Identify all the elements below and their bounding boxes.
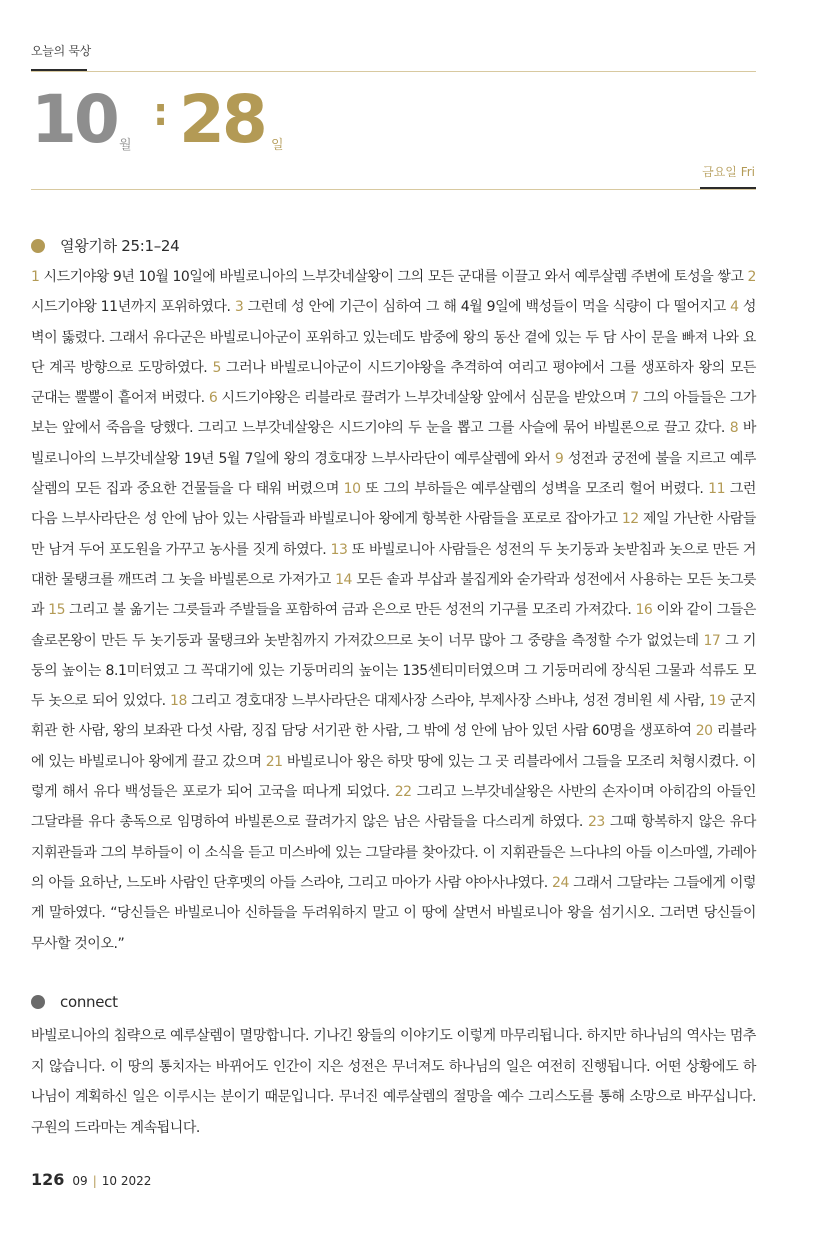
day-number: 28 — [179, 81, 265, 158]
verse-text: 그리고 불 옮기는 그릇들과 주발들을 포함하여 금과 은으로 만든 성전의 기구를 모조리 가져갔다. — [65, 602, 636, 619]
verse-number: 1 — [31, 269, 40, 285]
verse-number: 20 — [695, 723, 713, 740]
verse-number: 15 — [48, 602, 66, 619]
verse-number: 2 — [747, 269, 756, 285]
connect-title: connect — [60, 993, 118, 1011]
issue-month: 09 — [72, 1174, 88, 1188]
issue-year: 10 2022 — [101, 1174, 152, 1188]
connect-paragraph: 바빌로니아의 침략으로 예루살렘이 멸망합니다. 기나긴 왕들의 이야기도 이렇게 마무리됩니다. 하지만 하나님의 역사는 멈추지 않습니다. 이 땅의 통치자는 바뀌어도 인간이 지은 성전은 무너져도 하나님의 일은 여전히 진행됩니다. 어떤 상황에도 하나님이 계획하신 일은 이루시는 분이기 때문입니다. 무너진 예루살렘의 절망을 예수 그리스도를 통해 소망으로 바꾸십니다. 구원의 드라마는 계속됩니다. — [31, 1028, 756, 1136]
date-colon: : — [153, 90, 169, 134]
verse-text: 그리고 느부갓네살왕은 사반의 손자이며 아히감의 아들인 그달랴를 유다 총독으로 임명하여 바빌론으로 끌려가지 않은 남은 사람들을 다스리게 하였다. — [31, 784, 756, 831]
verse-text: 시드기야왕 9년 10월 10일에 바빌로니아의 느부갓네살왕이 그의 모든 군대를 이끌고 와서 예루살렘 주변에 토성을 쌓고 — [39, 269, 748, 285]
page-footer — [31, 1170, 151, 1189]
verse-number: 8 — [729, 420, 739, 437]
verse-text: 제일 가난한 사람들만 남겨 두어 포도원을 가꾸고 농사를 짓게 하였다. — [31, 511, 756, 558]
bullet-dot-icon — [31, 995, 45, 1009]
verse-number: 5 — [212, 359, 221, 376]
verse-text: 리블라에 있는 바빌로니아 왕에게 끌고 갔으며 — [31, 723, 756, 770]
verse-number: 6 — [208, 390, 218, 407]
weekday-label: 금요일 Fri — [702, 165, 755, 179]
month-number: 10 — [31, 81, 117, 158]
verse-number: 12 — [621, 511, 639, 528]
verse-text: 성전과 궁전에 불을 지르고 예루살렘의 모든 집과 중요한 건물들을 다 태워 버렸으며 — [31, 450, 756, 498]
verse-text: 바빌로니아 왕은 하맛 땅에 있는 그 곳 리블라에서 그들을 모조리 처형시켰다. 이렇게 해서 유다 백성들은 포로가 되어 고국을 떠나게 되었다. — [31, 753, 757, 801]
verse-text: 시드기야왕 11년까지 포위하였다. — [31, 299, 235, 316]
verse-number: 13 — [330, 541, 348, 558]
verse-text: 성벽이 뚫렸다. 그래서 유다군은 바빌로니아군이 포위하고 있는데도 밤중에 왕의 동산 곁에 있는 두 담 사이 문을 빠져 나와 요단 계곡 방향으로 도망하였다. — [31, 299, 756, 376]
verse-number: 4 — [730, 299, 739, 316]
day-unit: 일 — [271, 138, 284, 153]
verse-text: 그래서 그달랴는 그들에게 이렇게 말하였다. “당신들은 바빌로니아 신하들을 두려워하지 말고 이 땅에 살면서 바빌로니아 왕을 섬기시오. 그러면 당신들이 무사할 것이오.” — [31, 874, 756, 952]
month-unit: 월 — [119, 138, 132, 153]
bullet-dot-icon — [31, 239, 45, 253]
scripture-passage — [31, 262, 756, 959]
verse-number: 9 — [554, 450, 564, 467]
scripture-heading — [31, 235, 179, 256]
verse-text: 그의 아들들은 그가 보는 앞에서 죽음을 당했다. 그리고 느부갓네살왕은 시드기야의 두 눈을 뽑고 그를 사슬에 묶어 바빌론으로 끌고 갔다. — [31, 390, 757, 437]
issue-separator: | — [92, 1174, 97, 1188]
verse-text: 또 그의 부하들은 예루살렘의 성벽을 모조리 헐어 버렸다. — [360, 481, 709, 498]
page-number: 126 — [31, 1170, 65, 1189]
verse-text: 또 바빌로니아 사람들은 성전의 두 놋기둥과 놋받침과 놋으로 만든 거대한 물탱크를 깨뜨려 그 놋을 바빌론으로 가져가고 — [31, 541, 757, 588]
verse-number: 23 — [587, 814, 605, 831]
verse-number: 7 — [630, 390, 639, 407]
header-label: 오늘의 묵상 — [31, 44, 91, 58]
verse-number: 24 — [551, 874, 569, 891]
verse-number: 3 — [234, 299, 244, 316]
verse-number: 10 — [343, 481, 361, 498]
verse-number: 11 — [708, 481, 726, 498]
verse-text: 이와 같이 그들은 솔로몬왕이 만든 두 놋기둥과 물탱크와 놋받침까지 가져갔으므로 놋이 너무 많아 그 중량을 측정할 수가 없었는데 — [31, 602, 757, 649]
verse-text: 그 기둥의 높이는 8.1미터였고 그 꼭대기에 있는 기둥머리의 높이는 135센티미터였으며 그 기둥머리에 장식된 그물과 석류도 모두 놋으로 되어 있었다. — [31, 632, 756, 710]
verse-text: 그러나 바빌로니아군이 시드기야왕을 추격하여 여리고 평야에서 그를 생포하자 왕의 모든 군대는 뿔뿔이 흩어져 버렸다. — [31, 359, 756, 407]
verse-number: 16 — [635, 602, 653, 619]
verse-text: 군지휘관 한 사람, 왕의 보좌관 다섯 사람, 징집 담당 서기관 한 사람, 그 밖에 성 안에 남아 있던 사람 60명을 생포하여 — [31, 693, 757, 740]
verse-text: 그런 다음 느부사라단은 성 안에 남아 있는 사람들과 바빌로니아 왕에게 항복한 사람들을 포로로 잡아가고 — [31, 481, 757, 528]
verse-text: 그때 항복하지 않은 유다 지휘관들과 그의 부하들이 이 소식을 듣고 미스바에 있는 그달랴를 찾아갔다. 이 지휘관들은 느다냐의 아들 이스마엘, 가레아의 아들 요하난, 느도바 사람인 단후멧의 아들 스라야, 그리고 마아가 사람 야아사냐였다. — [31, 814, 757, 891]
connect-heading — [31, 993, 118, 1011]
verse-number: 19 — [708, 693, 726, 710]
verse-text: 모든 솥과 부삽과 불집게와 숟가락과 성전에서 사용하는 모든 놋그릇과 — [31, 571, 756, 619]
verse-number: 18 — [170, 693, 187, 710]
divider-bottom — [31, 189, 756, 190]
verse-number: 21 — [265, 753, 283, 770]
verse-number: 22 — [394, 784, 412, 801]
verse-text: 그리고 경호대장 느부사라단은 대제사장 스라야, 부제사장 스바냐, 성전 경비원 세 사람, — [186, 693, 709, 710]
verse-text: 그런데 성 안에 기근이 심하여 그 해 4월 9일에 백성들이 먹을 식량이 다 떨어지고 — [243, 299, 731, 316]
divider-top — [31, 71, 756, 72]
verse-text: 바빌로니아의 느부갓네살왕 19년 5월 7일에 왕의 경호대장 느부사라단이 예루살렘에 와서 — [31, 420, 756, 467]
scripture-reference: 열왕기하 25:1–24 — [60, 237, 180, 255]
verse-number: 17 — [703, 632, 721, 649]
verse-text: 시드기야왕은 리블라로 끌려가 느부갓네살왕 앞에서 심문을 받았으며 — [217, 390, 631, 407]
verse-number: 14 — [335, 571, 352, 588]
